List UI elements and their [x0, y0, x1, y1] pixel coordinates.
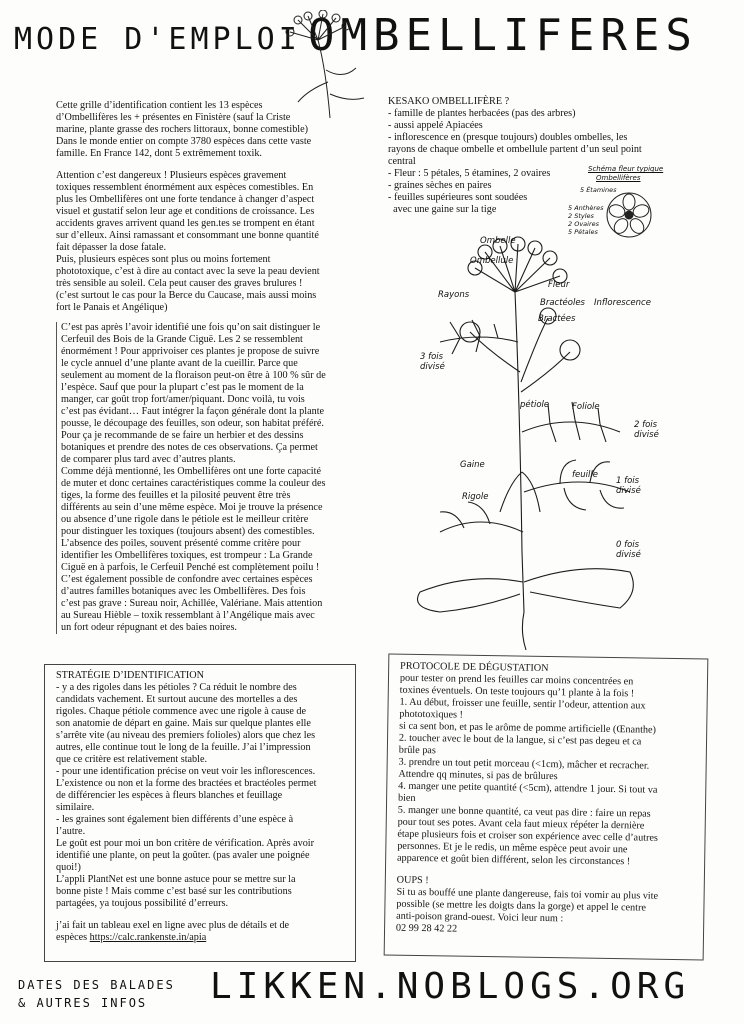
protocol-line: pour tester on prend les feuilles car moins concentrées en: [399, 672, 634, 688]
body-line: L’absence des poiles, souvent présenté comme critère pour: [61, 538, 301, 549]
protocol-line: 4. manger une petite quantité (<5cm), attendre 1 jour. Si tout va: [398, 780, 658, 796]
label-1-fois-divise: 1 fois divisé: [616, 476, 641, 496]
body-line: de muter et donc certaines caractéristiques comme la couleur des: [61, 478, 326, 489]
strategy-line: partagées, ya toujous possibilité d’erreurs.: [56, 898, 229, 909]
strategy-line: L’existence ou non et la forme des bractées et bractéoles permet: [56, 778, 317, 789]
label-foliole: Foliole: [572, 402, 600, 412]
body-line: d’autres familles botaniques avec les Ombellifères. Des fois: [61, 586, 306, 597]
schema-label: 5 Pétales: [568, 228, 598, 236]
strategy-line: - pour une identification précise on veut voir les inflorescences.: [56, 766, 316, 777]
schema-title-2: Ombellifères: [596, 174, 641, 182]
intro-paragraph: [56, 100, 340, 160]
excel-link-line: [56, 932, 344, 944]
body-line: différents au sein d’une même espèce. Moi je trouve la présence: [61, 502, 323, 513]
body-line: identifier les Ombellifères toxiques, est trompeur : La Grande: [61, 550, 313, 561]
warning-line: (c’est surtout le cas pour la Berce du Caucase, mais aussi moins: [56, 290, 317, 301]
schema-label: 5 Anthères: [568, 204, 604, 212]
page-title-right: OMBELLIFERES: [308, 10, 698, 61]
label-2-fois-divise: 2 fois divisé: [634, 420, 659, 440]
strategy-line: de différencier les espèces à fleurs blanches et feuillage: [56, 790, 283, 801]
protocol-line: 5. manger une bonne quantité, ca veut pas dire : faire un repas: [397, 804, 651, 820]
body-line: l’espèce. Sauf que pour la plupart c’est pas le moment de la: [61, 382, 304, 393]
intro-line: Cette grille d’identification contient les 13 espèces: [56, 100, 263, 111]
protocol-section: [396, 661, 696, 940]
protocol-line: 2. toucher avec le bout de la langue, si c’est pas degeu et ca: [398, 732, 642, 748]
warning-line: toxiques ressemblent énormément aux espèces comestibles. En: [56, 182, 314, 193]
body-line: botaniques et prendre des notes de ces observations. Ça permet: [61, 442, 318, 453]
body-line: c’est pas grave : Sureau noir, Achillée, Valériane. Mais attention: [61, 598, 323, 609]
body-line: Comme déjà mentionné, les Ombellifères ont une forte capacité: [61, 466, 321, 477]
strategy-line: autres, elle continue tout le long de la feuille. J’ai l’impression: [56, 742, 311, 753]
protocol-line: si ca sent bon, et pas le arôme de pomme artificielle (Œnanthe): [399, 720, 657, 736]
label-feuille: feuille: [572, 470, 598, 480]
label-0-fois-divise: 0 fois divisé: [616, 540, 641, 560]
warning-line: plus les Ombellifères ont une forte tendance à changer d’aspect: [56, 194, 315, 205]
identification-paragraph: [56, 322, 349, 634]
warning-line: très sensible au soleil. Cela peut causer des graves brulures !: [56, 278, 303, 289]
strategy-line: Le goût est pour moi un bon critère de vérification. Après avoir: [56, 838, 315, 849]
kesako-line: - inflorescence en (presque toujours) doubles ombelles, les: [388, 132, 628, 143]
label-ombellule: Ombellule: [470, 256, 514, 266]
body-line: C’est également possible de confondre avec certaines espèces: [61, 574, 313, 585]
label-petiole: pétiole: [520, 400, 550, 410]
strategy-line: - y a des rigoles dans les pétioles ? Ca réduit le nombre des: [56, 682, 297, 693]
protocol-line: toxines éventuels. On teste toujours qu’1 plante à la fois !: [399, 684, 635, 700]
intro-line: d’Ombellifères les + présentes en Finistère (sauf la Criste: [56, 112, 291, 123]
label-bractees: Bractées: [538, 314, 576, 324]
kesako-line: - famille de plantes herbacées (pas des arbres): [388, 108, 576, 119]
protocol-line: pour tout ses potes. Avant cela faut mieux répéter la dernière: [397, 816, 645, 832]
footer-infos-line: & AUTRES INFOS: [18, 996, 148, 1010]
intro-line: Dans le monde entier on compte 3780 espèces dans cette vaste: [56, 136, 312, 147]
strategy-line: candidats vachement. Et surtout aucune des mortelles a des: [56, 694, 298, 705]
protocol-line: bien: [397, 792, 416, 804]
warning-line: phototoxique, c’est à dire au contact avec la seve la peau devient: [56, 266, 320, 277]
kesako-line: - graines sèches en paires: [388, 180, 492, 191]
strategy-line: - les graines sont également bien différents d’une espèce à: [56, 814, 294, 825]
kesako-line: rayons de chaque ombelle et ombellule partent d’un seul point: [388, 144, 642, 155]
strategy-line: rigoles. Chaque pétiole commence avec une rigole à cause de: [56, 706, 307, 717]
body-line: Pour ça je recommande de se faire un herbier et des dessins: [61, 430, 304, 441]
plant-drawing: [380, 232, 680, 652]
footer-dates-info: [18, 976, 175, 1012]
body-line: Cerfeuil des Bois de la Grande Ciguë. Les 2 se ressemblent: [61, 334, 303, 345]
body-line: Ciguë en à parfois, le Cerfeuil Penché est complètement poilu !: [61, 562, 320, 573]
label-gaine: Gaine: [460, 460, 485, 470]
warning-line: visuel et gustatif selon leur age et conditions de croissance. Les: [56, 206, 315, 217]
schema-label: 2 Ovaires: [568, 220, 600, 228]
protocol-line: 3. prendre un tout petit morceau (<1cm), mâcher et recracher.: [398, 756, 650, 772]
protocol-line: phototoxiques !: [399, 708, 464, 721]
label-rigole: Rigole: [462, 492, 489, 502]
strategy-line: bonne piste ! Mais comme c’est basé sur les contributions: [56, 886, 292, 897]
excel-link[interactable]: https://calc.rankenste.in/apia: [89, 932, 207, 943]
strategy-line: identifié une plante, on peut la goûter. (pas avaler une poignée: [56, 850, 310, 861]
protocol-line: étape plusieurs fois et croiser son expérience avec celle d’autres: [397, 828, 659, 844]
strategy-line: s’arrête vite (au niveau des premiers folioles) alors que chez les: [56, 730, 316, 741]
protocol-line: personnes. Et je le redis, un même espèce peut avoir une: [397, 840, 628, 856]
body-line: c’est pas évidant… Faut intégrer la façon générale dont la plante: [61, 406, 325, 417]
warning-paragraph: [56, 170, 340, 314]
warning-line: sur d’elleux. Ainsi ramassant et consommant une bonne quantité: [56, 230, 319, 241]
body-line: pousse, le découpage des feuilles, son odeur, son habitat préféré.: [61, 418, 324, 429]
label-3-fois-divise: 3 fois divisé: [420, 352, 445, 372]
label-ombelle: Ombelle: [480, 236, 516, 246]
kesako-line: - aussi appelé Apiacées: [388, 120, 483, 131]
body-line: le cycle annuel d’une plante avant de la cueillir. Parce que: [61, 358, 298, 369]
protocol-line: Attendre qq minutes, si pas de brûlures: [398, 768, 558, 783]
footer-website-link[interactable]: LIKKEN.NOBLOGS.ORG: [210, 966, 691, 1007]
protocol-line: apparence et goût bien différent, selon les circonstances !: [396, 852, 631, 868]
body-line: de comparer plus tard avec d’autres plants.: [61, 454, 236, 465]
oups-title: OUPS !: [396, 874, 429, 887]
warning-line: accidents graves arrivent quand les gen.tes se trompent en étant: [56, 218, 315, 229]
strategy-line: quoi!): [56, 862, 81, 873]
kesako-title: KESAKO OMBELLIFÈRE ?: [388, 96, 510, 107]
body-line: manger, car goût trop fort/amer/piquant. Donc voilà, tu vois: [61, 394, 305, 405]
strategy-line: son anatomie de départ en gaine. Mais sur quelque plantes elle: [56, 718, 311, 729]
kesako-line: central: [388, 156, 416, 167]
oups-line: anti-poison grand-ouest. Voici leur num :: [396, 910, 564, 925]
body-line: C’est pas après l’avoir identifié une fois qu’on sait distinguer le: [61, 322, 321, 333]
schema-title-1: Schéma fleur typique: [588, 165, 664, 173]
warning-line: Puis, plusieurs espèces sont plus ou moins fortement: [56, 254, 271, 265]
kesako-line: - feuilles supérieures sont soudées: [388, 192, 528, 203]
strategy-line: similaire.: [56, 802, 95, 813]
strategy-title: STRATÉGIE D’IDENTIFICATION: [56, 670, 204, 681]
label-inflorescence: Inflorescence: [594, 298, 651, 308]
kesako-line: - Fleur : 5 pétales, 5 étamines, 2 ovaires: [388, 168, 551, 179]
protocol-line: 1. Au début, froisser une feuille, sentir l’odeur, attention aux: [399, 696, 646, 712]
body-line: tiges, la forme des feuilles et la pilosité peuvent être très: [61, 490, 291, 501]
warning-line: fait dépasser la dose fatale.: [56, 242, 167, 253]
warning-line: Attention c’est dangereux ! Plusieurs espèces gravement: [56, 170, 287, 181]
intro-line: famille. En France 142, dont 5 extrêmement toxik.: [56, 148, 262, 159]
body-line: ou absence d’une rigole dans le pétiole est le meilleur critère: [61, 514, 309, 525]
strategy-line: L’appli PlantNet est une bonne astuce pour se mettre sur la: [56, 874, 296, 885]
kesako-line: avec une gaine sur la tige: [388, 204, 497, 215]
label-bracteoles: Bractéoles: [540, 298, 585, 308]
body-line: pour distinguer les toxiques (toujours absent) des comestibles.: [61, 526, 315, 537]
footer-dates-line: DATES DES BALADES: [18, 978, 175, 992]
oups-line: possible (se mettre les doigts dans la gorge) et appel le centre: [396, 898, 647, 914]
excel-prefix: espèces: [56, 932, 90, 943]
poison-center-phone: 02 99 28 42 22: [395, 922, 458, 935]
page-title-left: MODE D'EMPLOI: [14, 22, 301, 57]
protocol-title: PROTOCOLE DE DÉGUSTATION: [399, 660, 549, 675]
excel-line: j’ai fait un tableau exel en ligne avec plus de détails et de: [56, 920, 290, 931]
oups-line: Si tu as bouffé une plante dangereuse, fais toi vomir au plus vite: [396, 886, 659, 902]
protocol-line: brûle pas: [398, 744, 436, 757]
strategy-section: [56, 670, 344, 944]
body-line: un fort odeur répugnant et des baies noires.: [61, 622, 237, 633]
label-rayons: Rayons: [438, 290, 470, 300]
strategy-line: l’autre.: [56, 826, 86, 837]
intro-line: marine, plante grasse des rochers littoraux, bonne comestible): [56, 124, 309, 135]
schema-label: 5 Étamines: [580, 186, 617, 194]
body-line: seulement au moment de la floraison peut-on être à 100 % sûr de: [61, 370, 326, 381]
body-line: énormément ! Pour apprivoiser ces plantes je propose de suivre: [61, 346, 320, 357]
schema-label: 2 Styles: [568, 212, 594, 220]
warning-line: fort le Panais et Angélique): [56, 302, 168, 313]
label-fleur: Fleur: [548, 280, 570, 290]
strategy-line: que ce critère est relativement stable.: [56, 754, 208, 765]
body-line: au Sureau Hièble – toxik ressemblant à l’Angélique mais avec: [61, 610, 315, 621]
